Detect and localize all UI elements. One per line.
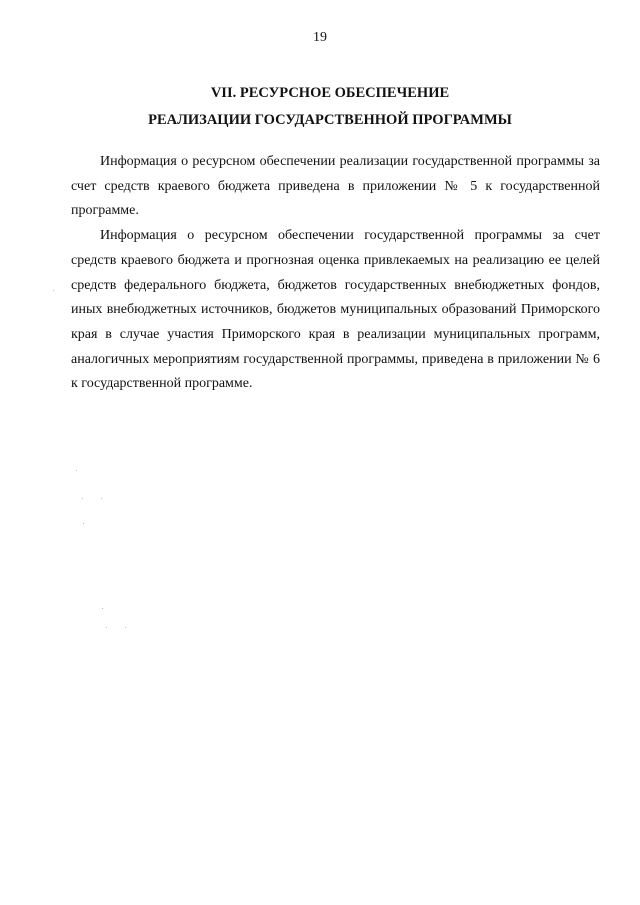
scan-speck <box>83 523 84 524</box>
scan-speck <box>76 470 77 471</box>
scan-speck <box>106 627 107 628</box>
scan-speck <box>102 608 103 609</box>
paragraph-2: Информация о ресурсном обеспечении государственной программы за счет средств краевого бюджета и прогнозная оценка привлекаемых на реализацию ее целей средств федерального бюджета, бюджетов государственных внебюджетных фондов, иных внебюджетных источников, бюджетов муниципальных образований Приморского края в случае участия Приморского края в реализации муниципальных программ, аналогичных мероприятиям государственной программы, приведена в приложении № 6 к государственной программе. <box>71 228 600 392</box>
scan-speck <box>101 498 102 499</box>
section-heading-line-2: РЕАЛИЗАЦИИ ГОСУДАРСТВЕННОЙ ПРОГРАММЫ <box>148 112 512 128</box>
paragraph-1: Информация о ресурсном обеспечении реализации государственной программы за счет средств краевого бюджета приведена в приложении № 5 к государственной программе. <box>71 154 600 219</box>
scan-speck <box>53 290 54 291</box>
page-number: 19 <box>313 30 327 45</box>
scan-speck <box>82 498 83 499</box>
section-heading-line-1: VII. РЕСУРСНОЕ ОБЕСПЕЧЕНИЕ <box>210 85 450 101</box>
body-text <box>71 150 600 397</box>
section-heading <box>60 80 600 134</box>
scan-speck <box>125 627 126 628</box>
